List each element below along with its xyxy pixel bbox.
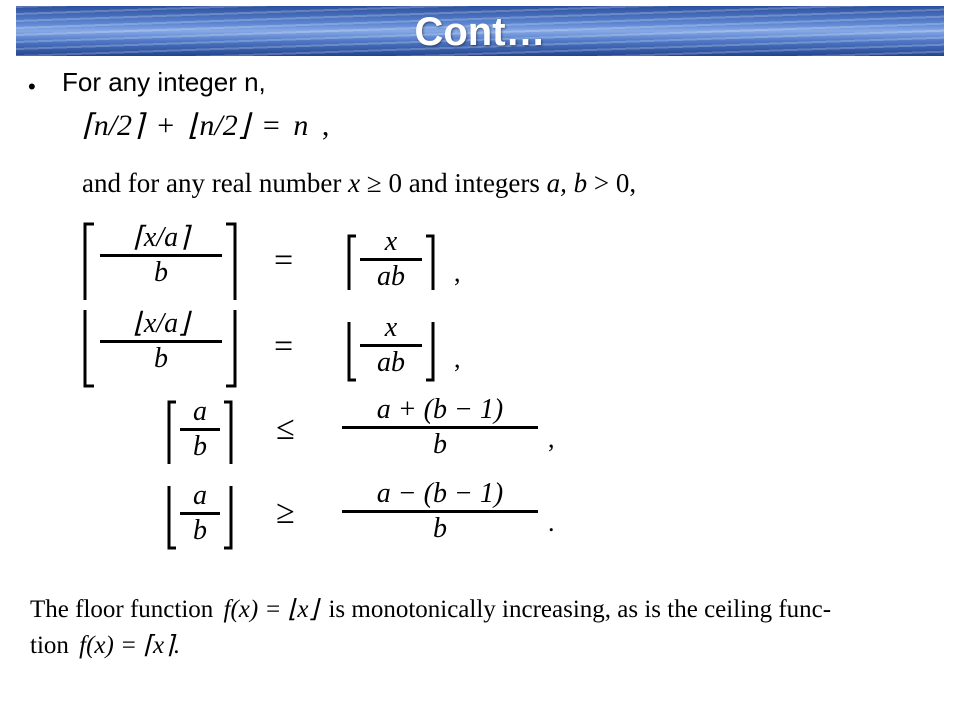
equals-sign: =: [262, 109, 280, 142]
footer-line-2: [30, 630, 180, 660]
footer-text: tion: [30, 632, 69, 659]
right-floor-bracket-icon: [424, 320, 436, 382]
rhs-numerator: x: [360, 312, 422, 347]
fraction-denominator: b: [154, 343, 168, 374]
bullet-dot: •: [28, 74, 36, 99]
zero-comma: 0,: [615, 168, 637, 198]
geq-sign: ≥: [366, 168, 382, 198]
gt-sign: >: [593, 168, 610, 198]
fraction-denominator: b: [154, 257, 168, 288]
zero: 0: [388, 168, 402, 198]
left-floor-bracket-icon: [346, 320, 358, 382]
right-floor-bracket-icon: [222, 484, 234, 550]
geq-sign: ≥: [276, 494, 295, 531]
rhs-denominator: b: [433, 429, 447, 460]
var-x: x: [348, 168, 361, 198]
rhs-numerator: a + (b − 1): [342, 394, 538, 429]
equals-sign: =: [274, 328, 294, 365]
right-floor-bracket-icon: [224, 308, 238, 388]
floor-n-half: ⌊n/2⌋: [187, 109, 250, 142]
fraction-numerator: ⌈x/a⌉: [100, 220, 222, 257]
right-ceil-bracket-icon: [424, 234, 436, 292]
rhs-denominator: ab: [377, 347, 405, 378]
identity-ceil: [82, 220, 502, 306]
condition-text: [82, 168, 636, 199]
ceil-n-half: ⌈n/2⌉: [82, 109, 144, 142]
left-floor-bracket-icon: [82, 308, 96, 388]
plus-sign: +: [157, 109, 175, 142]
comma: ,: [454, 258, 461, 287]
fraction-numerator: a: [180, 480, 220, 515]
equation-ceil-floor-sum: [82, 108, 329, 143]
footer-text: is monotonically increasing, as is the ceiling func-: [328, 596, 832, 623]
ceiling-function-formula: f(x) = ⌈x⌉.: [79, 632, 181, 659]
period: .: [548, 508, 555, 537]
identity-floor: [82, 306, 502, 392]
bullet-text: For any integer n,: [62, 67, 266, 97]
comma: ,: [548, 424, 555, 453]
equals-sign: =: [274, 242, 294, 279]
left-floor-bracket-icon: [166, 484, 178, 550]
leq-sign: ≤: [276, 410, 295, 447]
comma: ,: [454, 344, 461, 373]
left-ceil-bracket-icon: [166, 400, 178, 466]
condition-pre: and for any real number: [82, 168, 342, 198]
right-ceil-bracket-icon: [222, 400, 234, 466]
slide-title: Cont…: [414, 10, 546, 54]
rhs-numerator: x: [360, 226, 422, 261]
fraction-denominator: b: [193, 515, 207, 546]
inequality-ceil: [166, 394, 586, 474]
rhs-denominator: ab: [377, 261, 405, 292]
floor-function-formula: f(x) = ⌊x⌋: [223, 596, 319, 623]
title-banner: [16, 6, 944, 56]
right-ceil-bracket-icon: [224, 222, 238, 302]
rhs-numerator: a − (b − 1): [342, 478, 538, 513]
rhs-denominator: b: [433, 513, 447, 544]
fraction-numerator: ⌊x/a⌋: [100, 306, 222, 343]
left-ceil-bracket-icon: [346, 234, 358, 292]
comma: ,: [321, 109, 330, 142]
rhs-n: n: [293, 109, 309, 142]
footer-line-1: [30, 594, 831, 624]
fraction-numerator: a: [180, 396, 220, 431]
inequality-floor: [166, 478, 586, 558]
var-ab: a, b: [546, 168, 588, 198]
footer-text: The floor function: [30, 596, 214, 623]
left-ceil-bracket-icon: [82, 222, 96, 302]
fraction-denominator: b: [193, 431, 207, 462]
condition-mid: and integers: [408, 168, 540, 198]
